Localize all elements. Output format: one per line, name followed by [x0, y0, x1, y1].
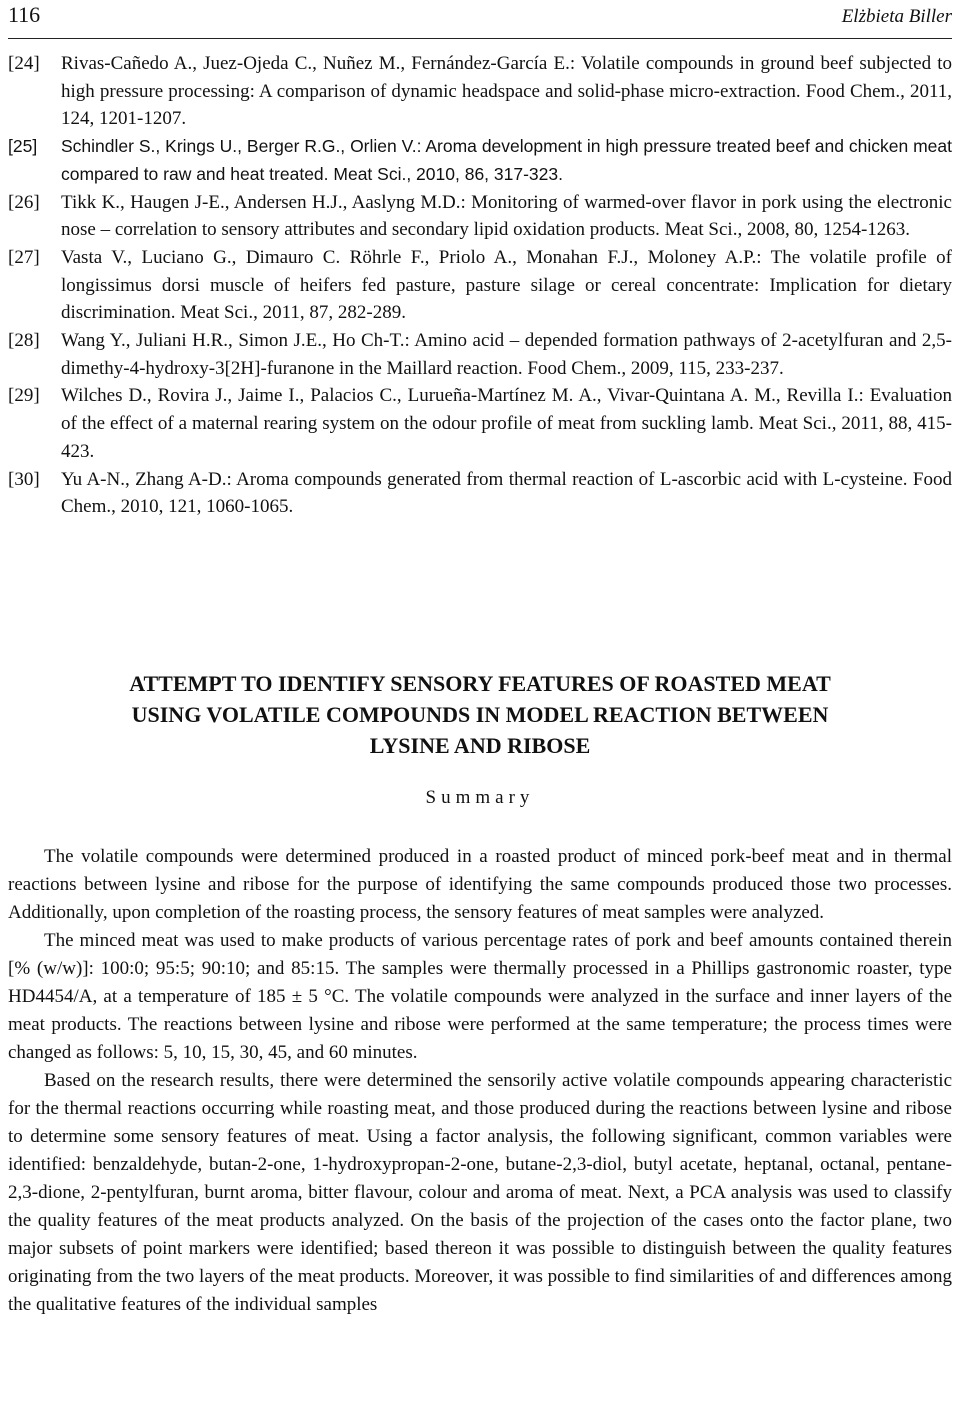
summary-paragraph: Based on the research results, there were determined the sensorily active volatile compounds appearing characteristic for the thermal reactions occurring while roasting meat, and those produced during the reactions between lysine and ribose to determine some sensory features of meat. Using a factor analysis, the following significant, common variables were identified: benzaldehyde, butan-2-one, 1-hydroxypropan-2-one, butane-2,3-diol, butyl acetate, heptanal, octanal, pentane-2,3-dione, 2-pentylfuran, burnt aroma, bitter flavour, colour and aroma of meat. Next, a PCA analysis was used to classify the quality features of the meat products analyzed. On the basis of the projection of the cases onto the factor plane, two major subsets of point markers were identified; based thereon it was possible to distinguish between the quality features originating from the two layers of the meat products. Moreover, it was possible to find similarities of and differences among the qualitative features of the individual samples	[8, 1070, 952, 1315]
reference-item	[8, 466, 952, 521]
summary-paragraph: The volatile compounds were determined produced in a roasted product of minced pork-beef meat and in thermal reactions between lysine and ribose for the purpose of identifying the same compounds produced those two processes. Additionally, upon completion of the roasting process, the sensory features of meat samples were analyzed.	[8, 846, 952, 923]
header-rule	[8, 38, 952, 39]
reference-number: [24]	[8, 53, 40, 74]
reference-number: [27]	[8, 246, 40, 268]
summary-paragraph: The minced meat was used to make products of various percentage rates of pork and beef amounts contained therein [% (w/w)]: 100:0; 95:5; 90:10; and 85:15. The samples were thermally processed in a Phillips gastronomic roaster, type HD4454/A, at a temperature of 185 ± 5 °C. The volatile compounds were analyzed in the surface and inner layers of the meat products. The reactions between lysine and ribose were performed at the same temperature; the process times were changed as follows: 5, 10, 15, 30, 45, and 60 minutes.	[8, 930, 952, 1063]
reference-text: Rivas-Cañedo A., Juez-Ojeda C., Nuñez M., Fernández-García E.: Volatile compounds in ground beef subjected to high pressure processing: A comparison of dynamic headspace and solid-phase micro-extraction. Food Chem., 2011, 124, 1201-1207.	[61, 53, 952, 130]
reference-item	[8, 327, 952, 382]
reference-text: Vasta V., Luciano G., Dimauro C. Röhrle F., Priolo A., Monahan F.J., Moloney A.P.: The volatile profile of longissimus dorsi muscle of heifers fed pasture, pasture silage or cereal concentrate: Implication for dietary discrimination. Meat Sci., 2011, 87, 282-289.	[61, 246, 952, 324]
reference-number: [26]	[8, 191, 40, 213]
summary-title	[8, 668, 952, 761]
reference-item	[8, 189, 952, 244]
reference-text: Wilches D., Rovira J., Jaime I., Palacios C., Lurueña-Martínez M. A., Vivar-Quintana A. M., Revilla I.: Evaluation of the effect of a maternal rearing system on the odour profile of meat from suckling lamb. Meat Sci., 2011, 88, 415-423.	[61, 385, 952, 462]
title-line: ATTEMPT TO IDENTIFY SENSORY FEATURES OF ROASTED MEAT	[129, 671, 831, 696]
page-header	[8, 0, 952, 40]
title-line: LYSINE AND RIBOSE	[369, 733, 591, 758]
reference-number: [29]	[8, 385, 40, 407]
title-line: USING VOLATILE COMPOUNDS IN MODEL REACTION BETWEEN	[131, 702, 829, 727]
summary-heading: Summary	[425, 787, 535, 808]
reference-item	[8, 50, 952, 133]
summary-body	[8, 843, 952, 1319]
reference-text: Schindler S., Krings U., Berger R.G., Orlien V.: Aroma development in high pressure treated beef and chicken meat compared to raw and heat treated. Meat Sci., 2010, 86, 317-323.	[61, 136, 952, 184]
reference-number: [25]	[8, 136, 38, 157]
reference-text: Tikk K., Haugen J-E., Andersen H.J., Aaslyng M.D.: Monitoring of warmed-over flavor in pork using the electronic nose – correlation to sensory attributes and secondary lipid oxidation products. Meat Sci., 2008, 80, 1254-1263.	[61, 191, 952, 241]
reference-text: Wang Y., Juliani H.R., Simon J.E., Ho Ch-T.: Amino acid – depended formation pathways of 2-acetylfuran and 2,5-dimethy-4-hydroxy-3[2H]-furanone in the Maillard reaction. Food Chem., 2009, 115, 233-237.	[61, 330, 952, 379]
reference-item	[8, 382, 952, 465]
reference-item	[8, 244, 952, 327]
running-header-author: Elżbieta Biller	[841, 6, 952, 27]
page-number: 116	[8, 2, 41, 27]
reference-item	[8, 133, 952, 188]
reference-text: Yu A-N., Zhang A-D.: Aroma compounds generated from thermal reaction of L-ascorbic acid with L-cysteine. Food Chem., 2010, 121, 1060-1065.	[61, 468, 952, 518]
reference-list	[8, 50, 952, 521]
reference-number: [28]	[8, 330, 40, 352]
reference-number: [30]	[8, 468, 40, 490]
